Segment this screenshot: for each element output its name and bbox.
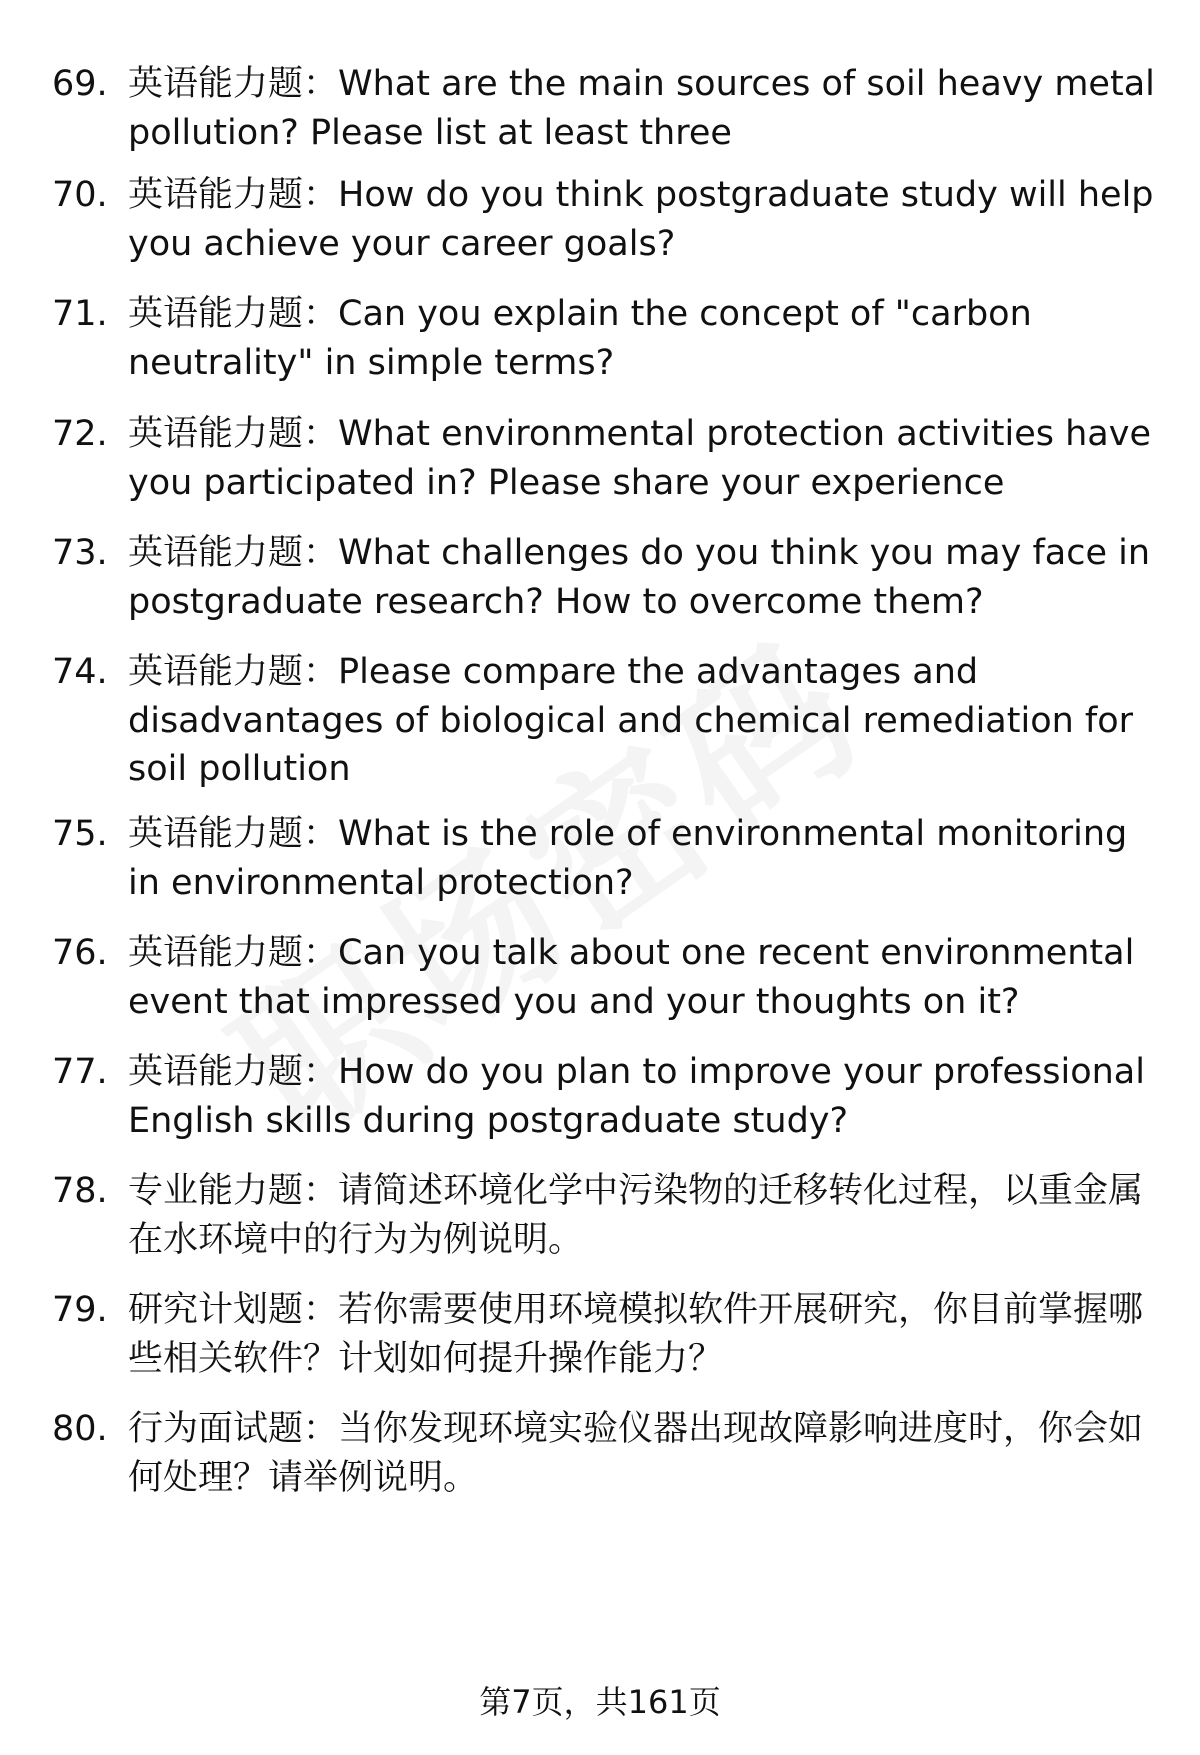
question-number: 72. [52, 414, 108, 454]
question-text: 英语能力题：What is the role of environmental monitoring in environmental protection? [128, 814, 1128, 903]
question-item [52, 810, 1162, 907]
question-text: 英语能力题：How do you think postgraduate study will help you achieve your career goals? [128, 175, 1154, 264]
question-text: 英语能力题：What challenges do you think you may face in postgraduate research? How to overcome them? [128, 533, 1151, 622]
question-number: 78. [52, 1171, 108, 1211]
question-number: 71. [52, 294, 108, 334]
question-text: 英语能力题：What environmental protection activities have you participated in? Please share your experience [128, 414, 1151, 503]
question-text: 英语能力题：How do you plan to improve your professional English skills during postgraduate study? [128, 1052, 1145, 1141]
question-number: 79. [52, 1290, 108, 1330]
question-number: 74. [52, 652, 108, 692]
question-item [52, 410, 1162, 507]
question-number: 76. [52, 933, 108, 973]
question-item [52, 1048, 1162, 1145]
question-item [52, 171, 1162, 268]
question-item [52, 1286, 1162, 1383]
question-number: 77. [52, 1052, 108, 1092]
question-number: 80. [52, 1409, 108, 1449]
question-number: 73. [52, 533, 108, 573]
question-number: 75. [52, 814, 108, 854]
question-item [52, 290, 1162, 387]
question-text: 专业能力题：请简述环境化学中污染物的迁移转化过程，以重金属在水环境中的行为为例说明。 [128, 1171, 1144, 1260]
question-item [52, 529, 1162, 626]
question-item [52, 60, 1162, 157]
question-item [52, 929, 1162, 1026]
page-number-label: 第7页，共161页 [479, 1683, 721, 1721]
question-text: 英语能力题：Can you talk about one recent environmental event that impressed you and your thoughts on it? [128, 933, 1135, 1022]
question-number: 70. [52, 175, 108, 215]
question-text: 英语能力题：What are the main sources of soil heavy metal pollution? Please list at least three [128, 64, 1155, 153]
question-item [52, 1405, 1162, 1502]
question-number: 69. [52, 64, 108, 104]
question-text: 行为面试题：当你发现环境实验仪器出现故障影响进度时，你会如何处理？请举例说明。 [128, 1409, 1144, 1498]
page-footer [0, 1682, 1200, 1722]
question-item [52, 648, 1162, 794]
question-text: 英语能力题：Can you explain the concept of "carbon neutrality" in simple terms? [128, 294, 1032, 383]
question-text: 英语能力题：Please compare the advantages and disadvantages of biological and chemical remediation for soil pollution [128, 652, 1134, 789]
question-item [52, 1167, 1162, 1264]
question-text: 研究计划题：若你需要使用环境模拟软件开展研究，你目前掌握哪些相关软件？计划如何提升操作能力？ [128, 1290, 1144, 1379]
